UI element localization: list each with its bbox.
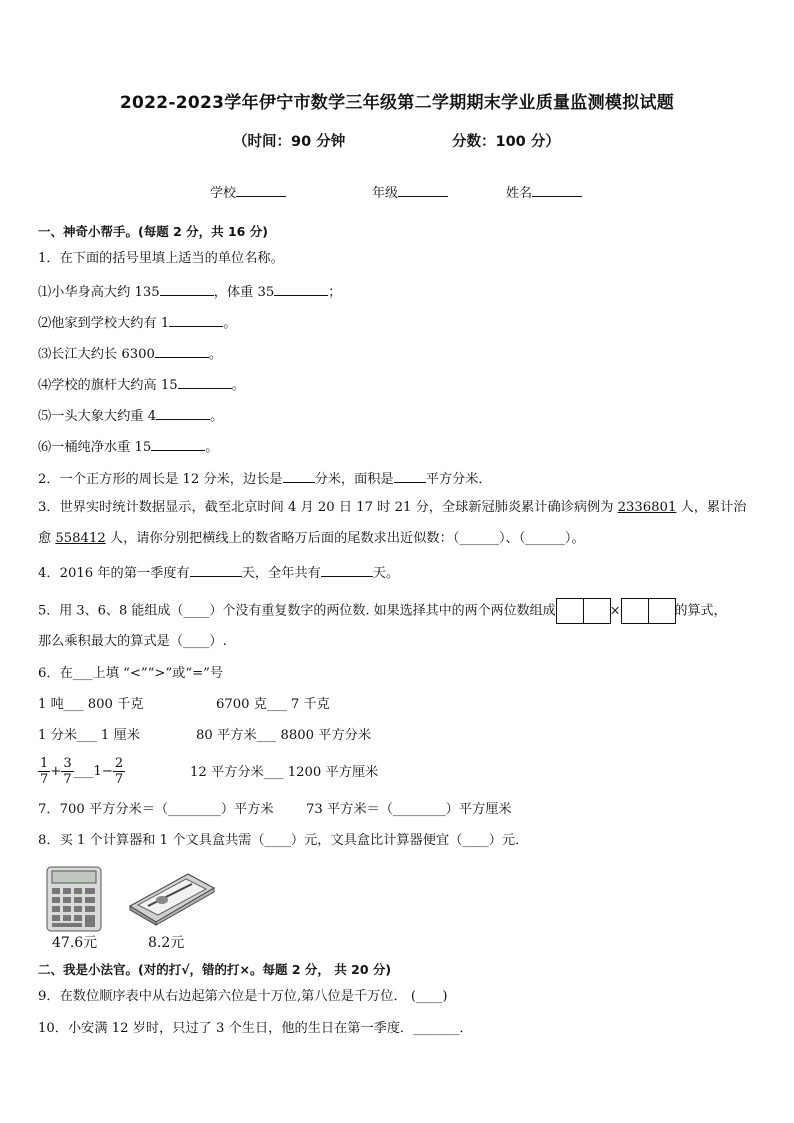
school-label: 学校 xyxy=(210,186,237,201)
q5-text-b: 的算式， xyxy=(674,603,727,619)
q5-digit-box-1[interactable] xyxy=(556,598,584,624)
q1-6-period: 。 xyxy=(205,440,219,455)
q1-4-period: 。 xyxy=(231,378,245,393)
q1-6-blank[interactable] xyxy=(151,436,205,451)
question-1-1 xyxy=(38,281,341,302)
q6-item-3: 1 分米___ 1 厘米 xyxy=(38,728,140,743)
question-5-line-1 xyxy=(38,598,727,624)
frac1-denominator: 7 xyxy=(40,772,49,787)
q1-1-blank-a[interactable] xyxy=(160,281,214,296)
q4-blank-a[interactable] xyxy=(190,562,242,577)
question-8: 8．买 1 个计算器和 1 个文具盒共需（____）元，文具盒比计算器便宜（____）元． xyxy=(38,833,529,848)
score-label: 分数：100 分） xyxy=(452,134,560,150)
q4-text-c: 天。 xyxy=(372,566,400,581)
q1-3-blank[interactable] xyxy=(155,343,209,358)
q4-text-b: 天，全年共有 xyxy=(241,566,321,581)
question-7b: 73 平方米＝（________）平方厘米 xyxy=(306,802,512,817)
question-6: 6．在___上填 “<”“>”或“=”号 xyxy=(38,666,224,681)
question-5-line-2: 那么乘积最大的算式是（____）. xyxy=(38,634,227,649)
q3-number-confirmed: 2336801 xyxy=(617,500,677,515)
question-2 xyxy=(38,468,492,489)
grade-label: 年级 xyxy=(372,186,399,201)
q1-4-blank[interactable] xyxy=(178,374,232,389)
grade-field xyxy=(372,182,448,201)
q4-text-a: 4．2016 年的第一季度有 xyxy=(38,566,190,581)
pencil-case-image xyxy=(126,870,216,926)
section-2-heading: 二、我是小法官。(对的打√，错的打×。每题 2 分， 共 20 分) xyxy=(38,962,392,977)
fraction-3-7 xyxy=(61,756,73,787)
question-3-line-1 xyxy=(38,499,746,517)
q3-text-a: 3．世界实时统计数据显示，截至北京时间 4 月 20 日 17 时 21 分，全球新冠肺炎累计确诊病例为 xyxy=(38,500,618,515)
q5-digit-box-2[interactable] xyxy=(583,598,611,624)
q6-item-5 xyxy=(38,754,125,790)
question-1-3 xyxy=(38,343,222,364)
q5-text-a: 5．用 3、6、8 能组成（____）个没有重复数字的两位数. 如果选择其中的两个两位数组成 xyxy=(38,603,556,619)
q1-2-period: 。 xyxy=(223,316,237,331)
q5-digit-box-4[interactable] xyxy=(648,598,676,624)
q1-4-text: ⑷学校的旗杆大约高 15 xyxy=(38,378,178,393)
name-field xyxy=(506,182,582,201)
plus-sign: + xyxy=(50,764,62,779)
name-blank[interactable] xyxy=(532,182,582,197)
calculator-image xyxy=(46,866,102,932)
q1-3-period: 。 xyxy=(208,347,223,362)
question-1: 1．在下面的括号里填上适当的单位名称。 xyxy=(38,251,284,266)
school-blank[interactable] xyxy=(236,182,286,197)
question-1-4 xyxy=(38,374,245,395)
school-field xyxy=(210,182,286,201)
page-title: 2022-2023学年伊宁市数学三年级第二学期期末学业质量监测模拟试题 xyxy=(119,93,675,113)
grade-blank[interactable] xyxy=(398,182,448,197)
question-3-line-2 xyxy=(38,530,585,548)
frac3-numerator: 2 xyxy=(114,756,124,771)
q3-number-recovered: 558412 xyxy=(55,531,106,546)
q5-digit-box-3[interactable] xyxy=(621,598,649,624)
q1-1-text-b: ，体重 35 xyxy=(213,285,275,300)
q3-text-d: 人，请你分别把横线上的数省略万后面的尾数求出近似数：（______）、（______）。 xyxy=(105,531,585,546)
fraction-1-7 xyxy=(38,756,50,787)
q2-text-b: 分米，面积是 xyxy=(314,472,394,487)
q6-5-compare: ___1− xyxy=(73,764,113,779)
question-1-2 xyxy=(38,312,236,333)
name-label: 姓名 xyxy=(506,186,533,201)
q1-1-text-a: ⑴小华身高大约 135 xyxy=(38,285,160,300)
calculator-price: 47.6元 xyxy=(52,935,98,951)
q1-5-period: 。 xyxy=(210,409,224,424)
q2-blank-area[interactable] xyxy=(394,468,426,483)
q3-text-c: 愈 xyxy=(38,531,56,546)
q5-times-sign: × xyxy=(609,603,621,619)
frac1-numerator: 1 xyxy=(40,756,49,771)
question-7a: 7．700 平方分米＝（________）平方米 xyxy=(38,802,274,817)
q2-text-a: 2．一个正方形的周长是 12 分米，边长是 xyxy=(38,472,283,487)
q6-item-6: 12 平方分米___ 1200 平方厘米 xyxy=(190,765,379,780)
q1-1-blank-b[interactable] xyxy=(274,281,328,296)
q1-2-blank[interactable] xyxy=(169,312,223,327)
q4-blank-b[interactable] xyxy=(321,562,373,577)
question-9: 9．在数位顺序表中从右边起第六位是十万位,第八位是千万位． (____) xyxy=(38,989,448,1004)
time-label: （时间：90 分钟 xyxy=(233,134,346,150)
q2-text-c: 平方分米． xyxy=(425,472,492,487)
q6-item-4: 80 平方米___ 8800 平方分米 xyxy=(196,728,372,743)
question-10: 10．小安满 12 岁时，只过了 3 个生日，他的生日在第一季度．_______． xyxy=(38,1021,473,1036)
pencil-case-price: 8.2元 xyxy=(148,935,185,951)
section-1-heading: 一、神奇小帮手。(每题 2 分，共 16 分) xyxy=(38,224,268,239)
q6-item-2: 6700 克___ 7 千克 xyxy=(216,697,330,712)
q6-item-1: 1 吨___ 800 千克 xyxy=(38,697,144,712)
frac2-numerator: 3 xyxy=(63,756,72,771)
frac2-denominator: 7 xyxy=(63,772,72,787)
q3-text-b: 人，累计治 xyxy=(676,500,747,515)
q1-3-text: ⑶长江大约长 6300 xyxy=(38,347,155,362)
question-4 xyxy=(38,562,399,583)
q1-6-text: ⑹一桶纯净水重 15 xyxy=(38,440,152,455)
q1-2-text: ⑵他家到学校大约有 1 xyxy=(38,316,170,331)
frac3-denominator: 7 xyxy=(114,772,124,787)
q2-blank-side[interactable] xyxy=(283,468,315,483)
fraction-2-7 xyxy=(113,756,125,787)
q1-5-text: ⑸一头大象大约重 4 xyxy=(38,409,157,424)
question-1-6 xyxy=(38,436,218,457)
question-1-5 xyxy=(38,405,223,426)
q1-5-blank[interactable] xyxy=(156,405,210,420)
q1-1-text-c: ； xyxy=(328,285,342,300)
